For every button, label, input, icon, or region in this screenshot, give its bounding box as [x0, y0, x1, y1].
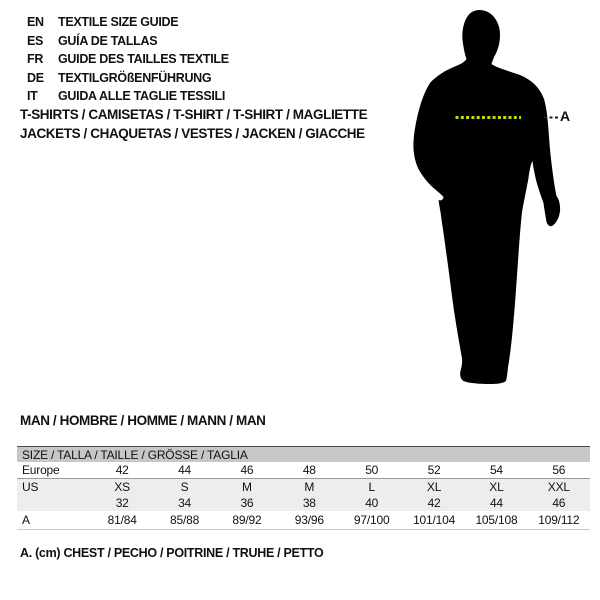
table-cell: 44 [153, 462, 215, 479]
size-table-header-row [17, 447, 590, 463]
table-cell: 54 [465, 462, 527, 479]
table-cell: 38 [278, 495, 340, 511]
table-cell: M [216, 479, 278, 496]
language-code: ES [27, 33, 44, 48]
table-cell: 52 [403, 462, 465, 479]
table-cell: 105/108 [465, 511, 527, 530]
table-cell: 101/104 [403, 511, 465, 530]
language-code: IT [27, 89, 38, 103]
table-cell: 50 [341, 462, 403, 479]
measure-label-a: A [560, 108, 570, 124]
size-table [17, 446, 590, 530]
table-cell: 56 [528, 462, 590, 479]
man-silhouette [413, 10, 560, 384]
table-cell: XL [403, 479, 465, 496]
language-label: TEXTILE SIZE GUIDE [58, 15, 179, 29]
row-label: A [17, 511, 91, 530]
table-row-us-numeric [17, 495, 590, 511]
table-cell: 48 [278, 462, 340, 479]
man-silhouette-figure [405, 5, 600, 385]
language-row-en [27, 13, 229, 32]
table-row-chest-cm [17, 511, 590, 530]
table-cell: 85/88 [153, 511, 215, 530]
language-code: DE [27, 70, 44, 85]
language-label: GUIDA ALLE TAGLIE TESSILI [58, 89, 226, 103]
table-cell: XXL [528, 479, 590, 496]
row-label: Europe [17, 462, 91, 479]
language-guide-list [27, 13, 229, 106]
table-row-us [17, 479, 590, 496]
row-label: US [17, 479, 91, 496]
language-row-fr [27, 50, 229, 69]
language-label: GUÍA DE TALLAS [58, 33, 158, 48]
language-row-es [27, 32, 229, 51]
table-cell: 93/96 [278, 511, 340, 530]
language-row-de [27, 69, 229, 88]
table-cell: S [153, 479, 215, 496]
table-cell: XS [91, 479, 153, 496]
table-cell: XL [465, 479, 527, 496]
language-row-it [27, 87, 229, 106]
category-line-jackets: JACKETS / CHAQUETAS / VESTES / JACKEN / GIACCHE [20, 125, 365, 141]
section-title-man: MAN / HOMBRE / HOMME / MANN / MAN [20, 413, 266, 428]
language-label: GUIDE DES TAILLES TEXTILE [58, 52, 229, 66]
table-cell: 97/100 [341, 511, 403, 530]
table-cell: 34 [153, 495, 215, 511]
table-cell: 40 [341, 495, 403, 511]
category-line-tshirts: T-SHIRTS / CAMISETAS / T-SHIRT / T-SHIRT / MAGLIETTE [20, 107, 368, 122]
size-table-header: SIZE / TALLA / TAILLE / GRÖSSE / TAGLIA [17, 447, 590, 463]
table-cell: 44 [465, 495, 527, 511]
table-cell: 32 [91, 495, 153, 511]
table-cell: L [341, 479, 403, 496]
table-cell: M [278, 479, 340, 496]
table-cell: 36 [216, 495, 278, 511]
language-code: EN [27, 15, 44, 29]
table-cell: 81/84 [91, 511, 153, 530]
table-cell: 89/92 [216, 511, 278, 530]
table-cell: 109/112 [528, 511, 590, 530]
table-row-europe [17, 462, 590, 479]
size-table-container [17, 446, 590, 530]
table-cell: 46 [528, 495, 590, 511]
language-code: FR [27, 52, 44, 66]
measurement-footnote: A. (cm) CHEST / PECHO / POITRINE / TRUHE / PETTO [20, 546, 324, 560]
language-label: TEXTILGRÖßENFÜHRUNG [58, 70, 212, 85]
row-label [17, 495, 91, 511]
table-cell: 42 [403, 495, 465, 511]
table-cell: 42 [91, 462, 153, 479]
garment-categories [20, 106, 367, 143]
table-cell: 46 [216, 462, 278, 479]
